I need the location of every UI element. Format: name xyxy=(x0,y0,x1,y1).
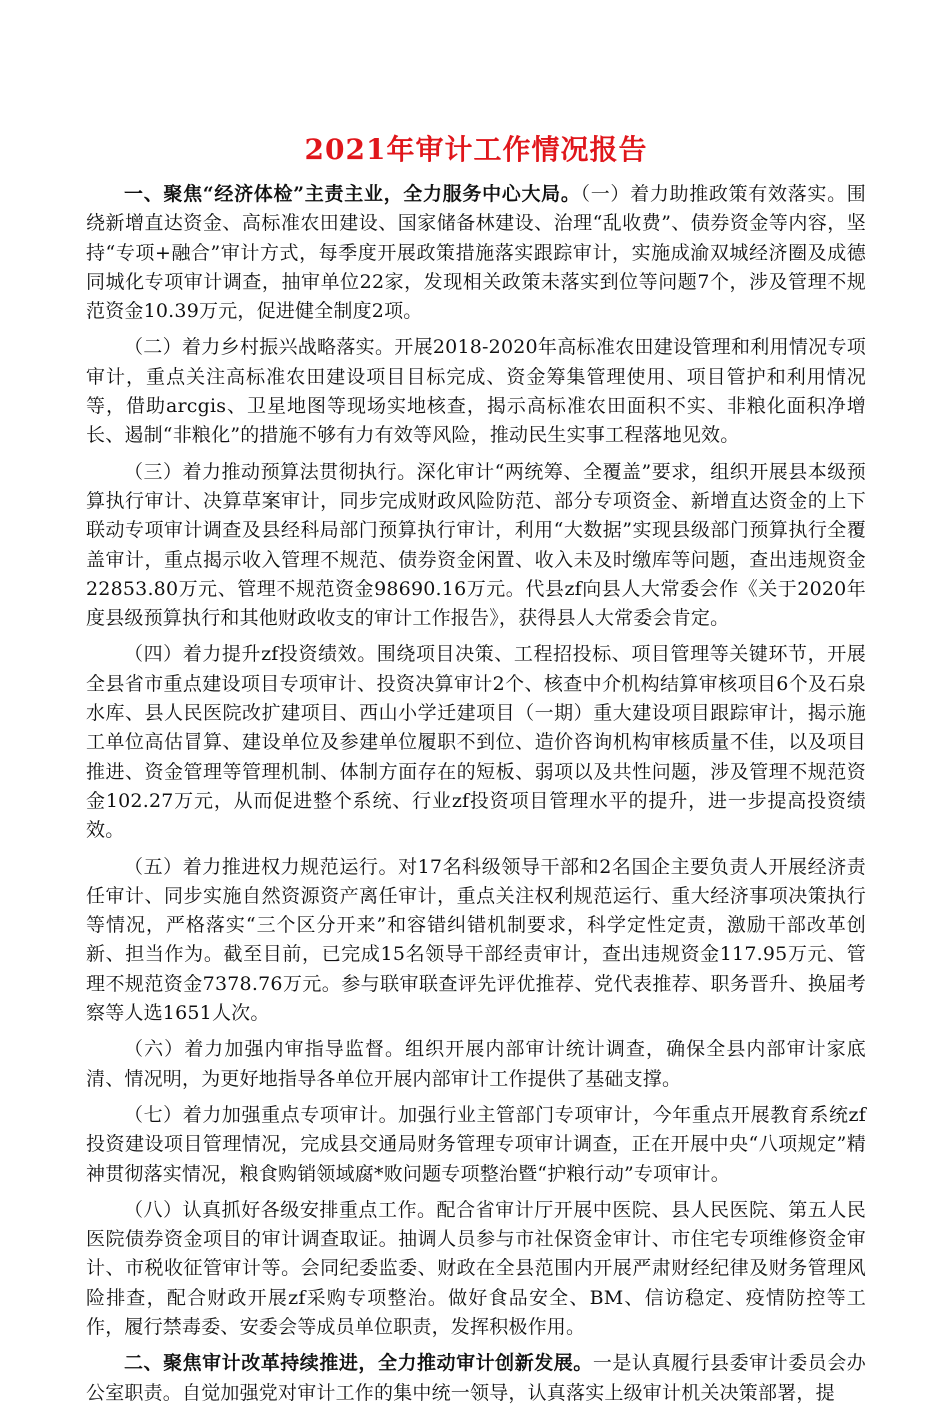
paragraph-3 xyxy=(86,458,866,634)
paragraph-text: （七）着力加强重点专项审计。加强行业主管部门专项审计，今年重点开展教育系统zf投资建设项目管理情况，完成县交通局财务管理专项审计调查，正在开展中央“八项规定”精神贯彻落实情况，粮食购销领域腐*败问题专项整治暨“护粮行动”专项审计。 xyxy=(86,1103,866,1185)
paragraph-4 xyxy=(86,640,866,845)
paragraph-1 xyxy=(86,180,866,326)
section-heading-2: 二、聚焦审计改革持续推进，全力推动审计创新发展。 xyxy=(124,1352,593,1375)
paragraph-5 xyxy=(86,853,866,1029)
paragraph-7 xyxy=(86,1101,866,1189)
document-page xyxy=(86,130,866,1415)
paragraph-6 xyxy=(86,1035,866,1094)
paragraph-text: （一）着力助推政策有效落实。围绕新增直达资金、高标准农田建设、国家储备林建设、治理“乱收费”、债券资金等内容，坚持“专项+融合”审计方式，每季度开展政策措施落实跟踪审计，实施成渝双城经济圈及成德同城化专项审计调查，抽审单位22家，发现相关政策未落实到位等问题7个，涉及管理不规范资金10.39万元，促进健全制度2项。 xyxy=(86,183,866,323)
section-heading-1: 一、聚焦“经济体检”主责主业，全力服务中心大局。 xyxy=(124,183,581,205)
paragraph-8 xyxy=(86,1196,866,1342)
paragraph-text: （三）着力推动预算法贯彻执行。深化审计“两统筹、全覆盖”要求，组织开展县本级预算执行审计、决算草案审计，同步完成财政风险防范、部分专项资金、新增直达资金的上下联动专项审计调查及县经科局部门预算执行审计，利用“大数据”实现县级部门预算执行全覆盖审计，重点揭示收入管理不规范、债券资金闲置、收入未及时缴库等问题，查出违规资金22853.80万元、管理不规范资金98690.16万元。代县zf向县人大常委会作《关于2020年度县级预算执行和其他财政收支的审计工作报告》，获得县人大常委会肯定。 xyxy=(86,460,866,630)
paragraph-text: （八）认真抓好各级安排重点工作。配合省审计厅开展中医院、县人民医院、第五人民医院债券资金项目的审计调查取证。抽调人员参与市社保资金审计、市住宅专项维修资金审计、市税收征管审计等。会同纪委监委、财政在全县范围内开展严肃财经纪律及财务管理风险排查，配合财政开展zf采购专项整治。做好食品安全、BM、信访稳定、疫情防控等工作，履行禁毒委、安委会等成员单位职责，发挥积极作用。 xyxy=(86,1198,866,1338)
paragraph-text: （四）着力提升zf投资绩效。围绕项目决策、工程招投标、项目管理等关键环节，开展全县省市重点建设项目专项审计、投资决算审计2个、核查中介机构结算审核项目6个及石泉水库、县人民医院改扩建项目、西山小学迁建项目（一期）重大建设项目跟踪审计，揭示施工单位高估冒算、建设单位及参建单位履职不到位、造价咨询机构审核质量不佳，以及项目推进、资金管理等管理机制、体制方面存在的短板、弱项以及共性问题，涉及管理不规范资金102.27万元，从而促进整个系统、行业zf投资项目管理水平的提升，进一步提高投资绩效。 xyxy=(86,643,866,842)
document-title: 2021年审计工作情况报告 xyxy=(304,133,648,166)
paragraph-text: （六）着力加强内审指导监督。组织开展内部审计统计调查，确保全县内部审计家底清、情况明，为更好地指导各单位开展内部审计工作提供了基础支撑。 xyxy=(86,1038,866,1090)
paragraph-text: （二）着力乡村振兴战略落实。开展2018-2020年高标准农田建设管理和利用情况专项审计，重点关注高标准农田建设项目目标完成、资金筹集管理使用、项目管护和利用情况等，借助arcgis、卫星地图等现场实地核查，揭示高标准农田面积不实、非粮化面积净增长、遏制“非粮化”的措施不够有力有效等风险，推动民生实事工程落地见效。 xyxy=(86,336,866,447)
paragraph-text: 一是认真履行县委审计委员会办公室职责。自觉加强党对审计工作的集中统一领导，认真落实上级审计机关决策部署，提 xyxy=(86,1352,866,1404)
paragraph-text: （五）着力推进权力规范运行。对17名科级领导干部和2名国企主要负责人开展经济责任审计、同步实施自然资源资产离任审计，重点关注权利规范运行、重大经济事项决策执行等情况，严格落实“三个区分开来”和容错纠错机制要求，科学定性定责，激励干部改革创新、担当作为。截至目前，已完成15名领导干部经责审计，查出违规资金117.95万元、管理不规范资金7378.76万元。参与联审联查评先评优推荐、党代表推荐、职务晋升、换届考察等人选1651人次。 xyxy=(86,855,866,1025)
paragraph-9 xyxy=(86,1349,866,1408)
paragraph-2 xyxy=(86,333,866,450)
